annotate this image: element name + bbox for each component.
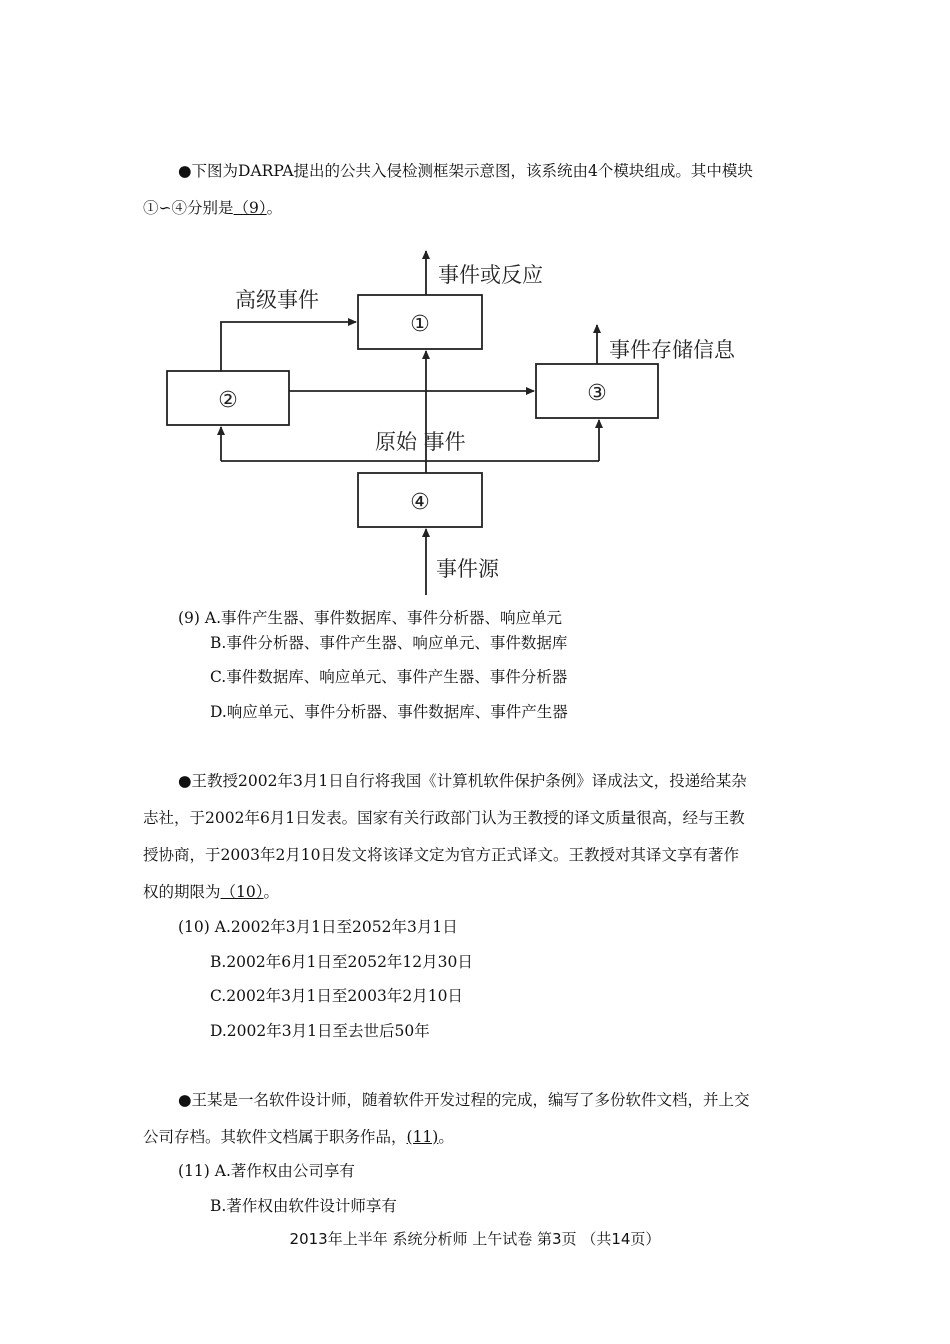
cidf-diagram: [143, 233, 748, 595]
q10-stem-line4: [143, 882, 279, 902]
q10-stem-suffix: 。: [263, 883, 280, 901]
box-2-label: ②: [218, 388, 238, 413]
q10-stem-line2: 志社，于2002年6月1日发表。国家有关行政部门认为王教授的译文质量很高，经与王教: [143, 809, 745, 827]
q11-option-b: B.著作权由软件设计师享有: [210, 1197, 397, 1215]
q10-option-a: (10) A.2002年3月1日至2052年3月1日: [178, 918, 458, 936]
q11-blank: (11): [406, 1128, 439, 1146]
q10-blank: （10）: [220, 883, 264, 901]
box-3-label: ③: [587, 381, 607, 406]
q11-stem-line1: ●王某是一名软件设计师，随着软件开发过程的完成，编写了多份软件文档，并上交: [178, 1091, 750, 1109]
box-4-label: ④: [410, 490, 430, 515]
q9-stem-prefix: ①∽④分别是: [143, 199, 234, 217]
q9-option-c: C.事件数据库、响应单元、事件产生器、事件分析器: [210, 668, 568, 686]
q10-option-c: C.2002年3月1日至2003年2月10日: [210, 987, 463, 1005]
label-high-level-event: 高级事件: [235, 288, 319, 312]
label-event-storage-info: 事件存储信息: [609, 338, 735, 362]
page-footer: 2013年上半年 系统分析师 上午试卷 第3页 （共14页）: [289, 1230, 661, 1248]
q9-stem-line2: [143, 198, 282, 218]
q9-blank: （9）: [233, 199, 267, 217]
q10-option-d: D.2002年3月1日至去世后50年: [210, 1022, 430, 1040]
q11-stem-suffix: 。: [438, 1128, 454, 1146]
label-event-source: 事件源: [436, 557, 499, 581]
q9-option-a: (9) A.事件产生器、事件数据库、事件分析器、响应单元: [178, 609, 563, 627]
q9-option-d: D.响应单元、事件分析器、事件数据库、事件产生器: [210, 703, 568, 721]
q11-option-a: (11) A.著作权由公司享有: [178, 1162, 355, 1180]
q10-option-b: B.2002年6月1日至2052年12月30日: [210, 953, 473, 971]
q11-stem-prefix: 公司存档。其软件文档属于职务作品，: [143, 1128, 407, 1146]
q9-stem-line1: ●下图为DARPA提出的公共入侵检测框架示意图，该系统由4个模块组成。其中模块: [178, 162, 753, 180]
q9-stem-suffix: 。: [266, 199, 283, 217]
q10-stem-line3: 授协商，于2003年2月10日发文将该译文定为官方正式译文。王教授对其译文享有著作: [143, 846, 740, 864]
q9-option-b: B.事件分析器、事件产生器、响应单元、事件数据库: [210, 634, 568, 652]
q10-stem-line1: ●王教授2002年3月1日自行将我国《计算机软件保护条例》译成法文，投递给某杂: [178, 772, 747, 790]
label-raw-event: 原始 事件: [375, 430, 466, 454]
q10-stem-prefix: 权的期限为: [143, 883, 221, 901]
box-1-label: ①: [410, 312, 430, 337]
q11-stem-line2: [143, 1127, 454, 1147]
label-event-or-reaction: 事件或反应: [438, 263, 543, 287]
